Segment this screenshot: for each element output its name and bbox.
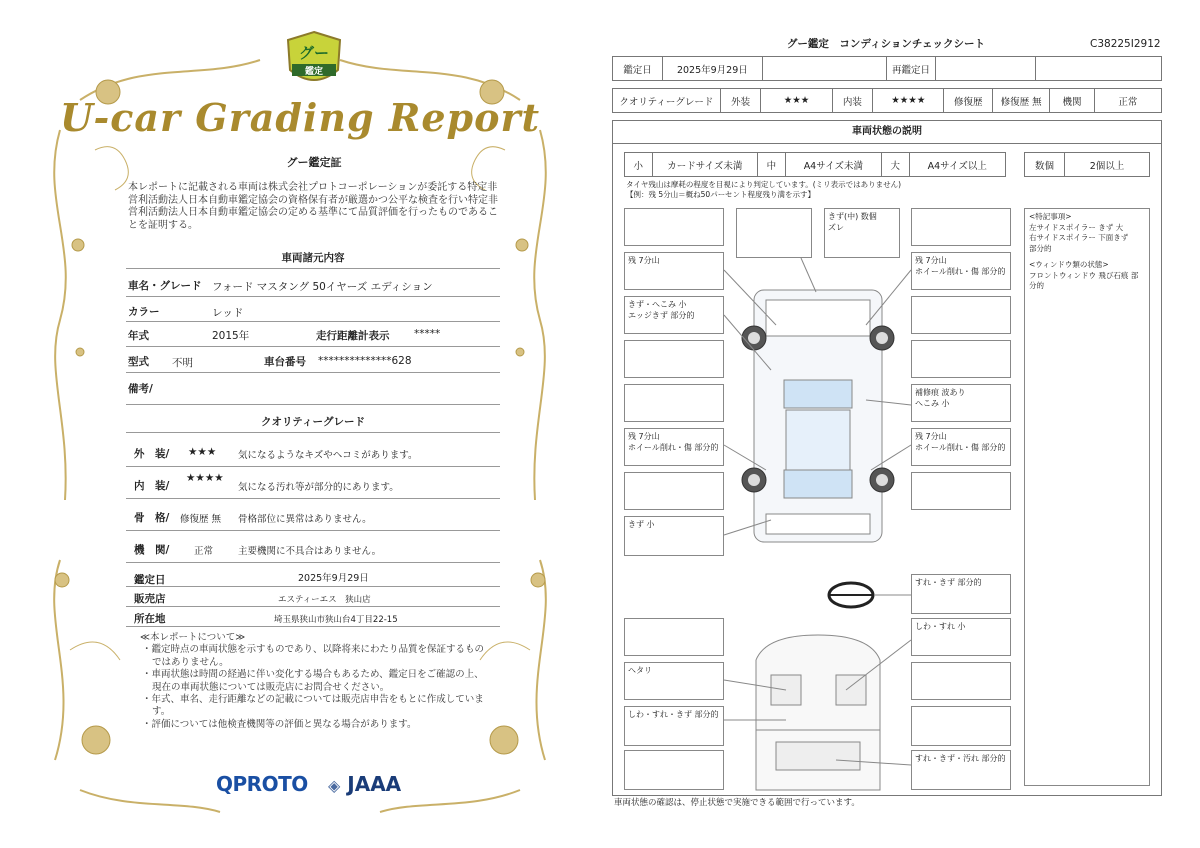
chassis-value: **************628 xyxy=(318,355,412,367)
tire-note: タイヤ残山は摩耗の程度を目視により判定しています。(ミリ表示ではありません) 【例：残 5分山＝概ね50パーセント程度残り満を示す】 xyxy=(626,180,902,199)
legend-large-desc: A4サイズ以上 xyxy=(909,153,1005,177)
callout-box xyxy=(911,208,1011,246)
engine-value: 正常 xyxy=(1094,89,1161,113)
note-item: ・年式、車名、走行距離などの記載については販売店申告をもとに作成しています。 xyxy=(142,694,484,718)
date-label: 鑑定日 xyxy=(613,57,663,81)
callout-box xyxy=(624,384,724,422)
repair-value: 修復歴 無 xyxy=(993,89,1050,113)
grade-value: 正常 xyxy=(194,546,214,557)
reinspect-label: 再鑑定日 xyxy=(886,57,936,81)
date-label: 鑑定日 xyxy=(134,574,166,586)
legend-mid-desc: A4サイズ未満 xyxy=(785,153,881,177)
grade-desc: 主要機関に不具合はありません。 xyxy=(238,546,382,557)
note-line: <特記事項> xyxy=(1029,212,1072,221)
car-name-label: 車名・グレード xyxy=(128,280,202,292)
int-value: ★★★★ xyxy=(873,89,944,113)
grade-desc: 骨格部位に異常はありません。 xyxy=(238,514,372,525)
report-script-title: U-car Grading Report xyxy=(59,95,541,140)
address-label: 所在地 xyxy=(134,613,166,625)
panel-title: 車両状態の説明 xyxy=(612,120,1162,144)
callout-box-top: きず(中) 数個 ズレ xyxy=(824,208,900,258)
proto-logo: QPROTO xyxy=(216,772,308,796)
divider xyxy=(126,321,500,322)
callout-box-l2: きず・へこみ 小 エッジきず 部分的 xyxy=(624,296,724,334)
shop-label: 販売店 xyxy=(134,593,166,605)
divider xyxy=(126,346,500,347)
note-item: ・鑑定時点の車両状態を示すものであり、以降将来にわたり品質を保証するものではありません。 xyxy=(142,644,485,668)
grade-value: 修復歴 無 xyxy=(180,514,222,525)
note-item: ・評価については他検査機関等の評価と異なる場合があります。 xyxy=(142,718,417,730)
sheet-title: グー鑑定 コンディションチェックシート xyxy=(786,38,986,50)
callout-box xyxy=(736,208,812,258)
mileage-label: 走行距離計表示 xyxy=(316,330,390,342)
divider xyxy=(126,606,500,607)
divider xyxy=(126,466,500,467)
divider xyxy=(126,296,500,297)
model-value: 不明 xyxy=(172,357,193,369)
year-value: 2015年 xyxy=(212,330,250,342)
grade-desc: 気になるようなキズやヘコミがあります。 xyxy=(238,450,418,461)
note-line: 左サイドスポイラー きず 大 xyxy=(1029,222,1124,232)
legend-count-desc: 2個以上 xyxy=(1065,153,1150,177)
note-line: フロントウィンドウ 飛び石痕 部分的 xyxy=(1029,270,1139,290)
callout-box xyxy=(624,618,724,656)
callout-box-steering: すれ・きず 部分的 xyxy=(911,574,1011,614)
divider xyxy=(126,404,500,405)
goo-kantei-badge xyxy=(284,30,344,92)
jaaa-mark-icon: ◈ xyxy=(328,776,341,795)
callout-box xyxy=(624,750,724,790)
footer-note: 車両状態の確認は、停止状態で実施できる範囲で行っています。 xyxy=(614,798,860,808)
divider xyxy=(126,268,500,269)
note-line: 右サイドスポイラー 下面きず xyxy=(1029,233,1129,242)
legend-large: 大 xyxy=(882,153,910,177)
grade-value: ★★★ xyxy=(188,446,217,458)
condition-check-sheet xyxy=(606,30,1176,820)
divider xyxy=(126,372,500,373)
note-line: 部分的 xyxy=(1029,243,1052,253)
certificate-title: グー鑑定証 xyxy=(286,156,342,169)
year-label: 年式 xyxy=(128,330,149,342)
callout-box-r4: 補修痕 波あり へこみ 小 xyxy=(911,384,1011,422)
date-value: 2025年9月29日 xyxy=(298,573,369,584)
notes-title: ≪本レポートについて≫ xyxy=(140,632,246,643)
report-notes xyxy=(140,632,490,731)
note-line: <ウィンドウ類の状態> xyxy=(1029,260,1109,269)
spec-section-title: 車両諸元内容 xyxy=(281,252,345,264)
color-value: レッド xyxy=(212,307,244,319)
callout-box-r1: 残 7分山 ホイール削れ・傷 部分的 xyxy=(911,252,1011,290)
quality-section-title: クオリティーグレード xyxy=(261,416,365,428)
divider xyxy=(126,626,500,627)
proto-q-icon: Q xyxy=(216,772,233,796)
legend-mid: 中 xyxy=(758,153,786,177)
model-label: 型式 xyxy=(128,356,149,368)
divider xyxy=(126,530,500,531)
chassis-label: 車台番号 xyxy=(264,356,306,368)
divider xyxy=(126,562,500,563)
callout-box xyxy=(911,706,1011,746)
callout-box-r5: 残 7分山 ホイール削れ・傷 部分的 xyxy=(911,428,1011,466)
shop-value: エスティーエス 狭山店 xyxy=(278,595,371,605)
callout-box xyxy=(911,662,1011,700)
callout-box-int-l2: ヘタリ xyxy=(624,662,724,700)
legend-count: 数個 xyxy=(1025,153,1065,177)
divider xyxy=(126,586,500,587)
divider xyxy=(126,498,500,499)
ext-label: 外装 xyxy=(720,89,761,113)
legend-small-desc: カードサイズ未満 xyxy=(652,153,758,177)
callout-box xyxy=(624,472,724,510)
note-item: ・車両状態は時間の経過に伴い変化する場合もあるため、鑑定日をご確認の上、現在の車両状態については販売店にお問合せください。 xyxy=(142,669,484,693)
grade-label: 骨 格/ xyxy=(134,512,170,524)
grade-label: 機 関/ xyxy=(134,544,170,556)
car-name-value: フォード マスタング 50イヤーズ エディション xyxy=(212,281,433,293)
callout-box xyxy=(911,340,1011,378)
engine-label: 機関 xyxy=(1050,89,1095,113)
grade-desc: 気になる汚れ等が部分的にあります。 xyxy=(238,482,399,493)
sheet-code: C38225I2912 xyxy=(1090,38,1161,50)
grade-label: 内 装/ xyxy=(134,480,170,492)
address-value: 埼玉県狭山市狭山台4丁目22-15 xyxy=(274,615,398,625)
callout-box-l7: きず 小 xyxy=(624,516,724,556)
mileage-value: ***** xyxy=(414,328,441,340)
badge-bottom-text: 鑑定 xyxy=(304,67,323,77)
callout-box-l1: 残 7分山 xyxy=(624,252,724,290)
special-notes xyxy=(1024,208,1150,786)
legend-small: 小 xyxy=(625,153,653,177)
int-label: 内装 xyxy=(832,89,873,113)
jaaa-logo: ◈ JAAA xyxy=(328,772,402,796)
certificate-body: 本レポートに記載される車両は株式会社プロトコーポレーションが委託する特定非営利活動法人日本自動車鑑定協会の資格保有者が厳選かつ公平な検査を行い特定非営利活動法人日本自動車鑑定協会の定める基準にて品質評価を行ったものであることを証明する。 xyxy=(128,182,498,231)
grade-label: 外 装/ xyxy=(134,448,170,460)
color-label: カラー xyxy=(128,306,160,318)
callout-box xyxy=(624,340,724,378)
grade-value: ★★★★ xyxy=(186,472,224,484)
date-value: 2025年9月29日 xyxy=(662,57,762,81)
callout-box xyxy=(624,208,724,246)
divider xyxy=(126,432,500,433)
repair-label: 修復歴 xyxy=(944,89,993,113)
callout-box-int-r4: すれ・きず・汚れ 部分的 xyxy=(911,750,1011,790)
callout-box xyxy=(911,296,1011,334)
callout-box-int-l3: しわ・すれ・きず 部分的 xyxy=(624,706,724,746)
callout-box xyxy=(911,472,1011,510)
badge-top-text: グー xyxy=(298,44,329,62)
callout-box-int1: しわ・すれ 小 xyxy=(911,618,1011,656)
quality-label: クオリティーグレード xyxy=(613,89,721,113)
ext-value: ★★★ xyxy=(761,89,832,113)
callout-box-l5: 残 7分山 ホイール削れ・傷 部分的 xyxy=(624,428,724,466)
remarks-label: 備考/ xyxy=(128,383,153,395)
